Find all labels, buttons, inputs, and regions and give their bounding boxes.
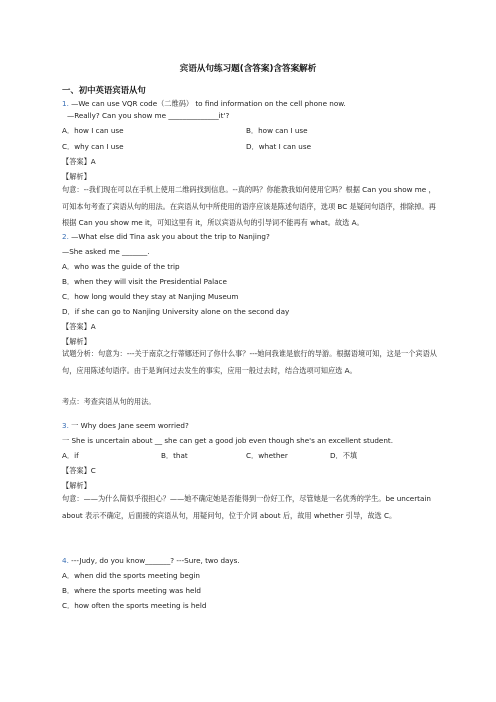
q1-option-b: B．how can I use <box>246 126 308 135</box>
q3-option-a: A．if <box>62 451 79 460</box>
q1-stem: —We can use VQR code（二维码） to find information on the cell phone now. <box>71 99 346 108</box>
q2-answer: 【答案】A <box>62 322 96 331</box>
q3-jiexi: 【解析】 <box>62 481 91 490</box>
q3-stem: 一 Why does Jane seem worried? <box>71 421 189 430</box>
q3-analysis: 句意：——为什么简似乎很担心？——她不确定她是否能得到一份好工作，尽管她是一名优秀的学生。be uncertain about 表示不确定，后面接的宾语从句，用疑问句，位于介词 about 后，故用 whether 引导，故选 C。 <box>62 494 431 520</box>
q2-option-c: C．how long would they stay at Nanjing Museum <box>62 292 239 301</box>
q2-line2: —She asked me _______. <box>62 247 150 256</box>
q2-kaodian: 考点：考查宾语从句的用法。 <box>62 397 156 406</box>
q2-analysis: 试题分析：句意为：---关于南京之行蒂娜还问了你什么事？---她问我谁是旅行的导游。根据语境可知，这是一个宾语从句，应用陈述句语序。由于是询问过去发生的事实，应用一般过去时，结合选项可知应选 A。 <box>62 349 437 375</box>
q4-line1 <box>62 556 240 565</box>
q3-answer: 【答案】C <box>62 466 96 475</box>
q4-stem: ---Judy, do you know_______? ---Sure, two days. <box>71 556 240 565</box>
q4-option-c: C．how often the sports meeting is held <box>62 601 207 610</box>
q1-jiexi: 【解析】 <box>62 172 91 181</box>
q1-analysis: 句意：--我们现在可以在手机上使用二维码找到信息。--真的吗？你能教我如何使用它吗？根据 Can you show me ，可知本句考查了宾语从句的用法。在宾语从句中所使用的语序应该是陈述句语序，选项 BC 是疑问句语序，排除掉。再根据 Can you show me it，可知这里有 it，所以宾语从句的引导词不能再有 what。故选 A。 <box>62 185 436 227</box>
q3-option-c: C．whether <box>246 451 288 460</box>
q3-option-b: B．that <box>161 451 188 460</box>
q1-option-d: D．what I can use <box>246 142 311 151</box>
q2-stem: —What else did Tina ask you about the trip to Nanjing? <box>71 232 270 241</box>
q1-number: 1. <box>62 99 69 108</box>
q3-option-d: D．不填 <box>330 451 358 460</box>
q3-line1 <box>62 421 189 430</box>
q1-answer: 【答案】A <box>62 157 96 166</box>
q2-option-d: D．if she can go to Nanjing University alone on the second day <box>62 307 290 316</box>
q4-number: 4. <box>62 556 69 565</box>
q1-option-c: C．why can I use <box>62 142 124 151</box>
section-heading: 一、初中英语宾语从句 <box>62 85 146 95</box>
q3-number: 3. <box>62 421 69 430</box>
q2-option-b: B．when they will visit the Presidential Palace <box>62 277 227 286</box>
q2-line1 <box>62 232 270 241</box>
q1-line2: —Really? Can you show me ______________it'? <box>67 111 230 120</box>
q2-number: 2. <box>62 232 69 241</box>
document-title: 宾语从句练习题(含答案)含答案解析 <box>179 64 317 74</box>
q2-jiexi: 【解析】 <box>62 337 91 346</box>
q2-option-a: A．who was the guide of the trip <box>62 262 180 271</box>
q4-option-b: B．where the sports meeting was held <box>62 586 201 595</box>
q4-option-a: A．when did the sports meeting begin <box>62 571 200 580</box>
q3-line2: 一 She is uncertain about __ she can get a good job even though she's an excellent student. <box>62 436 394 445</box>
q1-line1 <box>62 99 346 108</box>
q1-option-a: A．how I can use <box>62 126 124 135</box>
